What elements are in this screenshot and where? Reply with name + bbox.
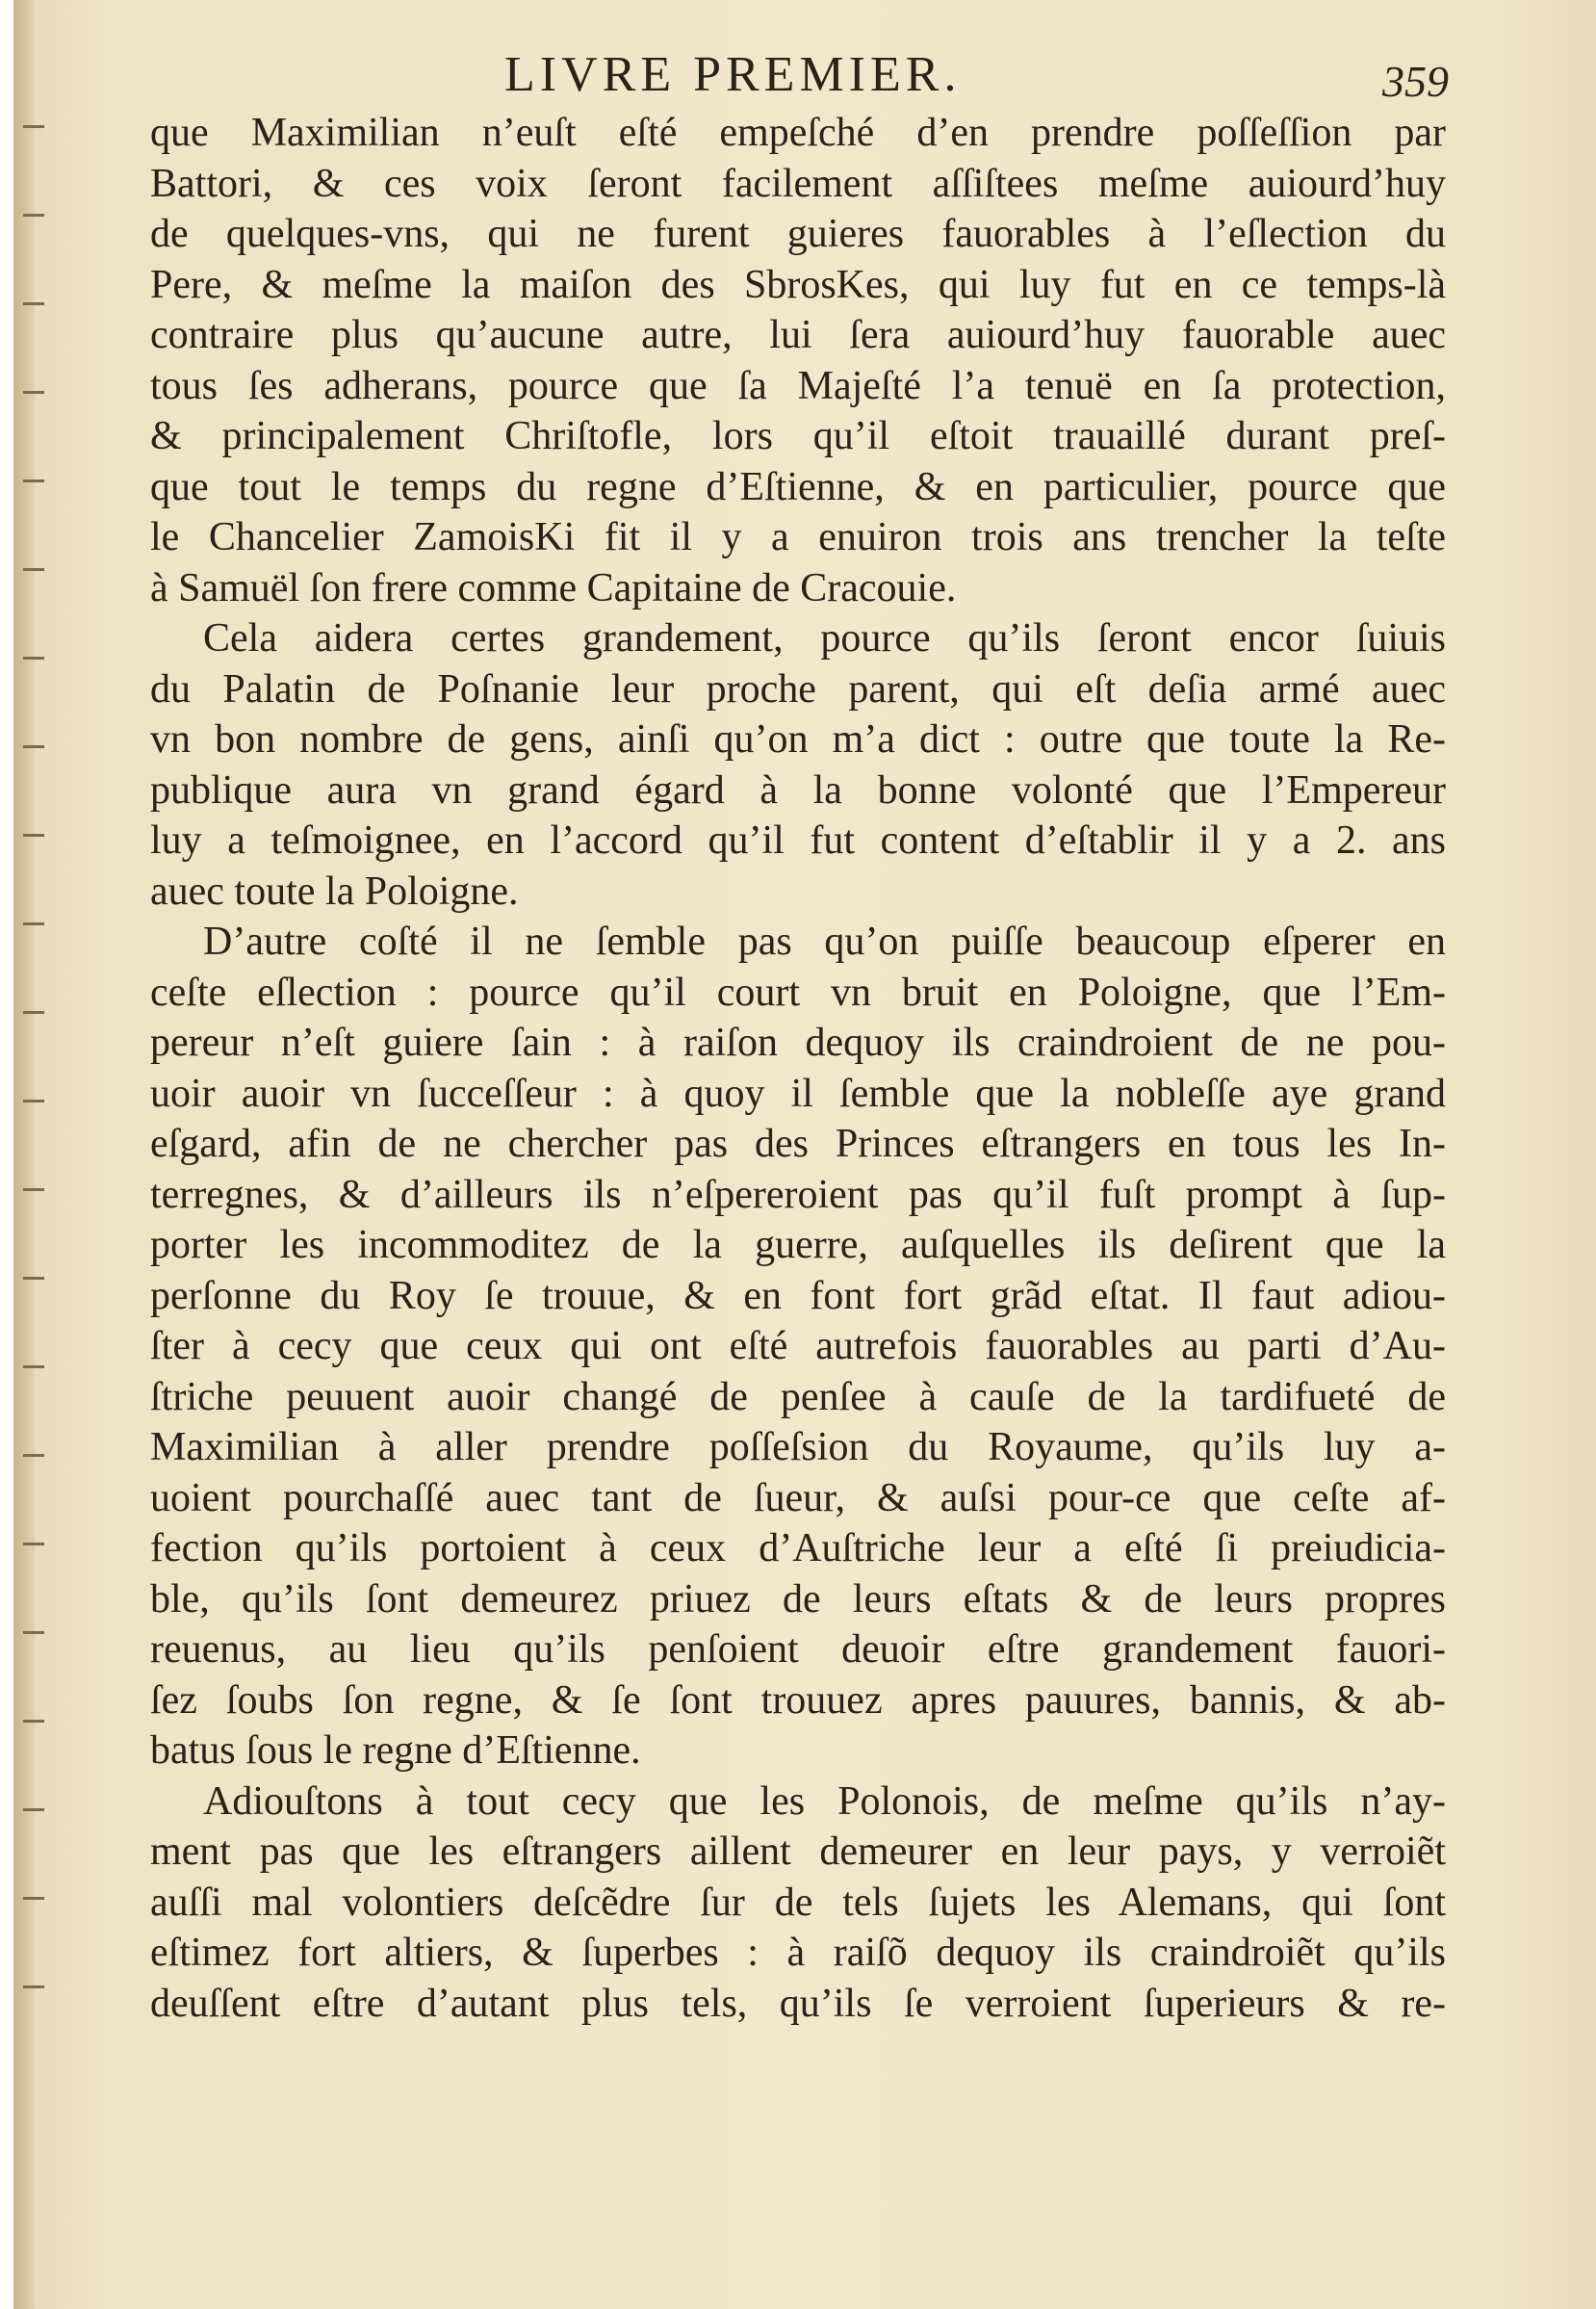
text-line: Cela aidera certes grandement, pource qu’ils ſeront encor ſuiuis bbox=[203, 616, 1446, 661]
text-line: D’autre coſté il ne ſemble pas qu’on puiſſe beaucoup eſperer en bbox=[203, 920, 1446, 964]
book-page bbox=[13, 0, 1596, 2309]
text-line: ſter à cecy que ceux qui ont eſté autrefois fauorables au parti d’Au- bbox=[150, 1324, 1446, 1368]
text-line: auec toute la Poloigne. bbox=[150, 869, 519, 914]
binding-tick bbox=[23, 657, 44, 660]
text-line: que tout le temps du regne d’Eſtienne, & en particulier, pource que bbox=[150, 464, 1446, 509]
text-line: à Samuël ſon frere comme Capitaine de Cracouie. bbox=[150, 565, 957, 610]
binding-tick bbox=[23, 1720, 44, 1723]
gutter-binding-marks bbox=[23, 116, 52, 2041]
text-line: ſtriche peuuent auoir changé de penſee à cauſe de la tardifueté de bbox=[150, 1374, 1446, 1419]
binding-tick bbox=[23, 1454, 44, 1457]
text-line: auſſi mal volontiers deſcẽdre ſur de tels ſujets les Alemans, qui ſont bbox=[150, 1880, 1446, 1925]
binding-tick bbox=[23, 125, 44, 128]
text-line: eſtimez fort altiers, & ſuperbes : à raiſõ dequoy ils craindroiẽt qu’ils bbox=[150, 1931, 1446, 1975]
text-line: de quelques-vns, qui ne furent guieres fauorables à l’eſlection du bbox=[150, 212, 1446, 256]
text-line: publique aura vn grand égard à la bonne volonté que l’Empereur bbox=[150, 767, 1446, 813]
binding-tick bbox=[23, 834, 44, 837]
text-line: reuenus, au lieu qu’ils penſoient deuoir eſtre grandement fauori- bbox=[150, 1627, 1446, 1672]
binding-tick bbox=[23, 1365, 44, 1368]
text-line: du Palatin de Poſnanie leur proche parent, qui eſt deſia armé auec bbox=[150, 666, 1446, 712]
binding-tick bbox=[23, 480, 44, 482]
binding-tick bbox=[23, 214, 44, 217]
running-head: LIVRE PREMIER. bbox=[504, 47, 962, 102]
text-line: fection qu’ils portoient à ceux d’Auſtriche leur a eſté ſi preiudicia- bbox=[150, 1526, 1446, 1570]
text-line: ble, qu’ils ſont demeurez priuez de leurs eſtats & de leurs propres bbox=[150, 1576, 1446, 1621]
text-line: vn bon nombre de gens, ainſi qu’on m’a dict : outre que toute la Re- bbox=[150, 717, 1446, 762]
binding-tick bbox=[23, 391, 44, 394]
text-line: Pere, & meſme la maiſon des SbrosKes, qui luy fut en ce temps-là bbox=[150, 262, 1446, 307]
binding-tick bbox=[23, 922, 44, 925]
text-line: ceſte eſlection : pource qu’il court vn bruit en Poloigne, que l’Em- bbox=[150, 970, 1446, 1015]
binding-tick bbox=[23, 1277, 44, 1280]
binding-tick bbox=[23, 1808, 44, 1811]
binding-tick bbox=[23, 1011, 44, 1014]
binding-tick bbox=[23, 1100, 44, 1103]
text-line: perſonne du Roy ſe trouue, & en font fort grãd eſtat. Il faut adiou- bbox=[150, 1273, 1446, 1318]
text-line: batus ſous le regne d’Eſtienne. bbox=[150, 1728, 641, 1773]
text-line: & principalement Chriſtofle, lors qu’il eſtoit trauaillé durant preſ- bbox=[150, 414, 1446, 458]
text-line: tous ſes adherans, pource que ſa Majeſté l’a tenuë en ſa protection, bbox=[150, 363, 1446, 408]
binding-tick bbox=[23, 568, 44, 571]
text-line: uoient pourchaſſé auec tant de ſueur, & auſsi pour-ce que ceſte af- bbox=[150, 1475, 1446, 1520]
page-number: 359 bbox=[1382, 57, 1449, 106]
text-line: Maximilian à aller prendre poſſeſsion du Royaume, qu’ils luy a- bbox=[150, 1425, 1446, 1469]
binding-tick bbox=[23, 1897, 44, 1900]
page-header bbox=[13, 39, 1596, 106]
binding-tick bbox=[23, 1188, 44, 1191]
binding-tick bbox=[23, 1543, 44, 1545]
text-line: deuſſent eſtre d’autant plus tels, qu’ils ſe verroient ſuperieurs & re- bbox=[150, 1981, 1446, 2026]
text-line: eſgard, afin de ne chercher pas des Princes eſtrangers en tous les In- bbox=[150, 1122, 1446, 1166]
text-line: contraire plus qu’aucune autre, lui ſera auiourd’huy fauorable auec bbox=[150, 313, 1446, 357]
text-line: ment pas que les eſtrangers aillent demeurer en leur pays, y verroiẽt bbox=[150, 1829, 1446, 1874]
binding-tick bbox=[23, 745, 44, 748]
text-line: luy a teſmoignee, en l’accord qu’il fut content d’eſtablir il y a 2. ans bbox=[150, 818, 1446, 863]
text-line: le Chancelier ZamoisKi fit il y a enuiron trois ans trencher la teſte bbox=[150, 515, 1446, 559]
text-line: pereur n’eſt guiere ſain : à raiſon dequoy ils craindroient de ne pou- bbox=[150, 1021, 1446, 1065]
binding-tick bbox=[23, 302, 44, 305]
text-line: ſez ſoubs ſon regne, & ſe ſont trouuez apres pauures, bannis, & ab- bbox=[150, 1677, 1446, 1723]
binding-tick bbox=[23, 1631, 44, 1634]
text-line: Battori, & ces voix ſeront facilement aſſiſtees meſme auiourd’huy bbox=[150, 161, 1446, 206]
text-line: terregnes, & d’ailleurs ils n’eſpereroient pas qu’il fuſt prompt à ſup- bbox=[150, 1172, 1446, 1217]
text-line: Adiouſtons à tout cecy que les Polonois, de meſme qu’ils n’ay- bbox=[203, 1778, 1446, 1824]
binding-tick bbox=[23, 1985, 44, 1988]
body-text bbox=[150, 108, 1446, 2029]
text-line: que Maximilian n’euſt eſté empeſché d’en prendre poſſeſſion par bbox=[150, 111, 1446, 155]
text-line: uoir auoir vn ſucceſſeur : à quoy il ſemble que la nobleſſe aye grand bbox=[150, 1071, 1446, 1116]
text-line: porter les incommoditez de la guerre, auſquelles ils deſirent que la bbox=[150, 1223, 1446, 1267]
